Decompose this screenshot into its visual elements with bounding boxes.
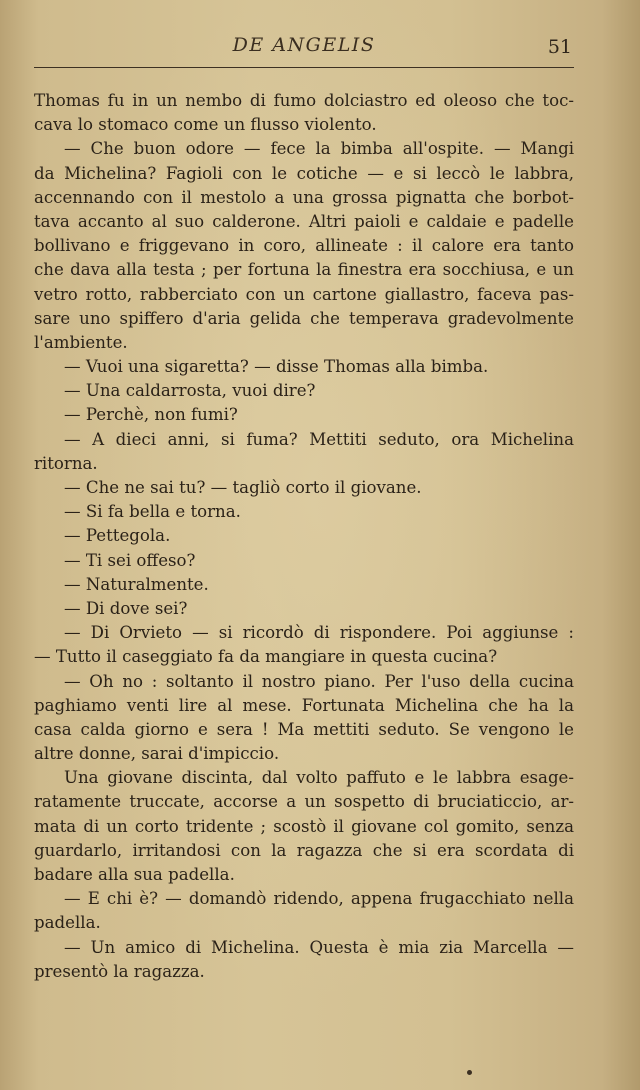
text-line: paghiamo venti lire al mese. Fortunata Michelina che ha la	[34, 695, 574, 715]
text-line: — Tutto il caseggiato fa da mangiare in questa cucina?	[34, 647, 498, 667]
text-line: ritorna.	[34, 453, 98, 473]
header-rule	[34, 67, 574, 68]
text-line: — Che ne sai tu? — tagliò corto il giovane.	[64, 478, 422, 497]
text-line: accennando con il mestolo a una grossa pignatta che borbot-	[34, 187, 574, 207]
text-line: padella.	[34, 913, 101, 933]
text-line: presentò la ragazza.	[34, 961, 205, 981]
text-line: tava accanto al suo calderone. Altri paioli e caldaie e padelle	[34, 211, 574, 231]
text-line: da Michelina? Fagioli con le cotiche — e si leccò le labbra,	[34, 163, 574, 183]
text-line: Thomas fu in un nembo di fumo dolciastro ed oleoso che toc-	[34, 91, 574, 110]
text-line: — Vuoi una sigaretta? — disse Thomas alla bimba.	[64, 357, 489, 377]
text-line: Una giovane discinta, dal volto paffuto e le labbra esage-	[64, 768, 574, 788]
text-line: casa calda giorno e sera ! Ma mettiti seduto. Se vengono le	[34, 719, 574, 739]
text-line: altre donne, sarai d'impiccio.	[34, 744, 280, 764]
text-line: l'ambiente.	[34, 332, 128, 352]
text-line: guardarlo, irritandosi con la ragazza che si era scordata di	[34, 840, 574, 860]
text-line: — Naturalmente.	[64, 574, 209, 594]
text-line: — Si fa bella e torna.	[64, 502, 241, 522]
text-line: cava lo stomaco come un flusso violento.	[34, 115, 377, 135]
text-line: mata di un corto tridente ; scostò il giovane col gomito, senza	[34, 816, 574, 836]
running-title: DE ANGELIS	[232, 34, 376, 56]
text-line: che dava alla testa ; per fortuna la finestra era socchiusa, e un	[34, 260, 574, 280]
text-line: — Pettegola.	[64, 526, 171, 546]
text-line: — Un amico di Michelina. Questa è mia zia Marcella —	[64, 937, 574, 957]
page-number: 51	[547, 36, 572, 58]
ink-speck	[467, 1070, 472, 1075]
text-line: — Una caldarrosta, vuoi dire?	[64, 381, 316, 401]
text-line: — Di Orvieto — si ricordò di rispondere. Poi aggiunse :	[64, 623, 574, 643]
text-line: — A dieci anni, si fuma? Mettiti seduto, ora Michelina	[64, 429, 574, 449]
text-line: — Di dove sei?	[64, 598, 188, 618]
body-text	[34, 89, 574, 984]
page-header	[34, 32, 574, 62]
text-line: ratamente truccate, accorse a un sospetto di bruciaticcio, ar-	[34, 792, 574, 812]
text-line: — Oh no : soltanto il nostro piano. Per l'uso della cucina	[64, 671, 574, 691]
text-line: vetro rotto, rabberciato con un cartone giallastro, faceva pas-	[34, 284, 574, 304]
text-line: — E chi è? — domandò ridendo, appena frugacchiato nella	[64, 889, 574, 909]
text-line: — Ti sei offeso?	[64, 550, 196, 570]
text-line: — Che buon odore — fece la bimba all'ospite. — Mangi	[64, 139, 574, 159]
text-line: bollivano e friggevano in coro, allineate : il calore era tanto	[34, 236, 574, 256]
text-line: — Perchè, non fumi?	[64, 405, 238, 425]
text-line: badare alla sua padella.	[34, 865, 235, 884]
text-line: sare uno spiffero d'aria gelida che temperava gradevolmente	[34, 308, 574, 328]
